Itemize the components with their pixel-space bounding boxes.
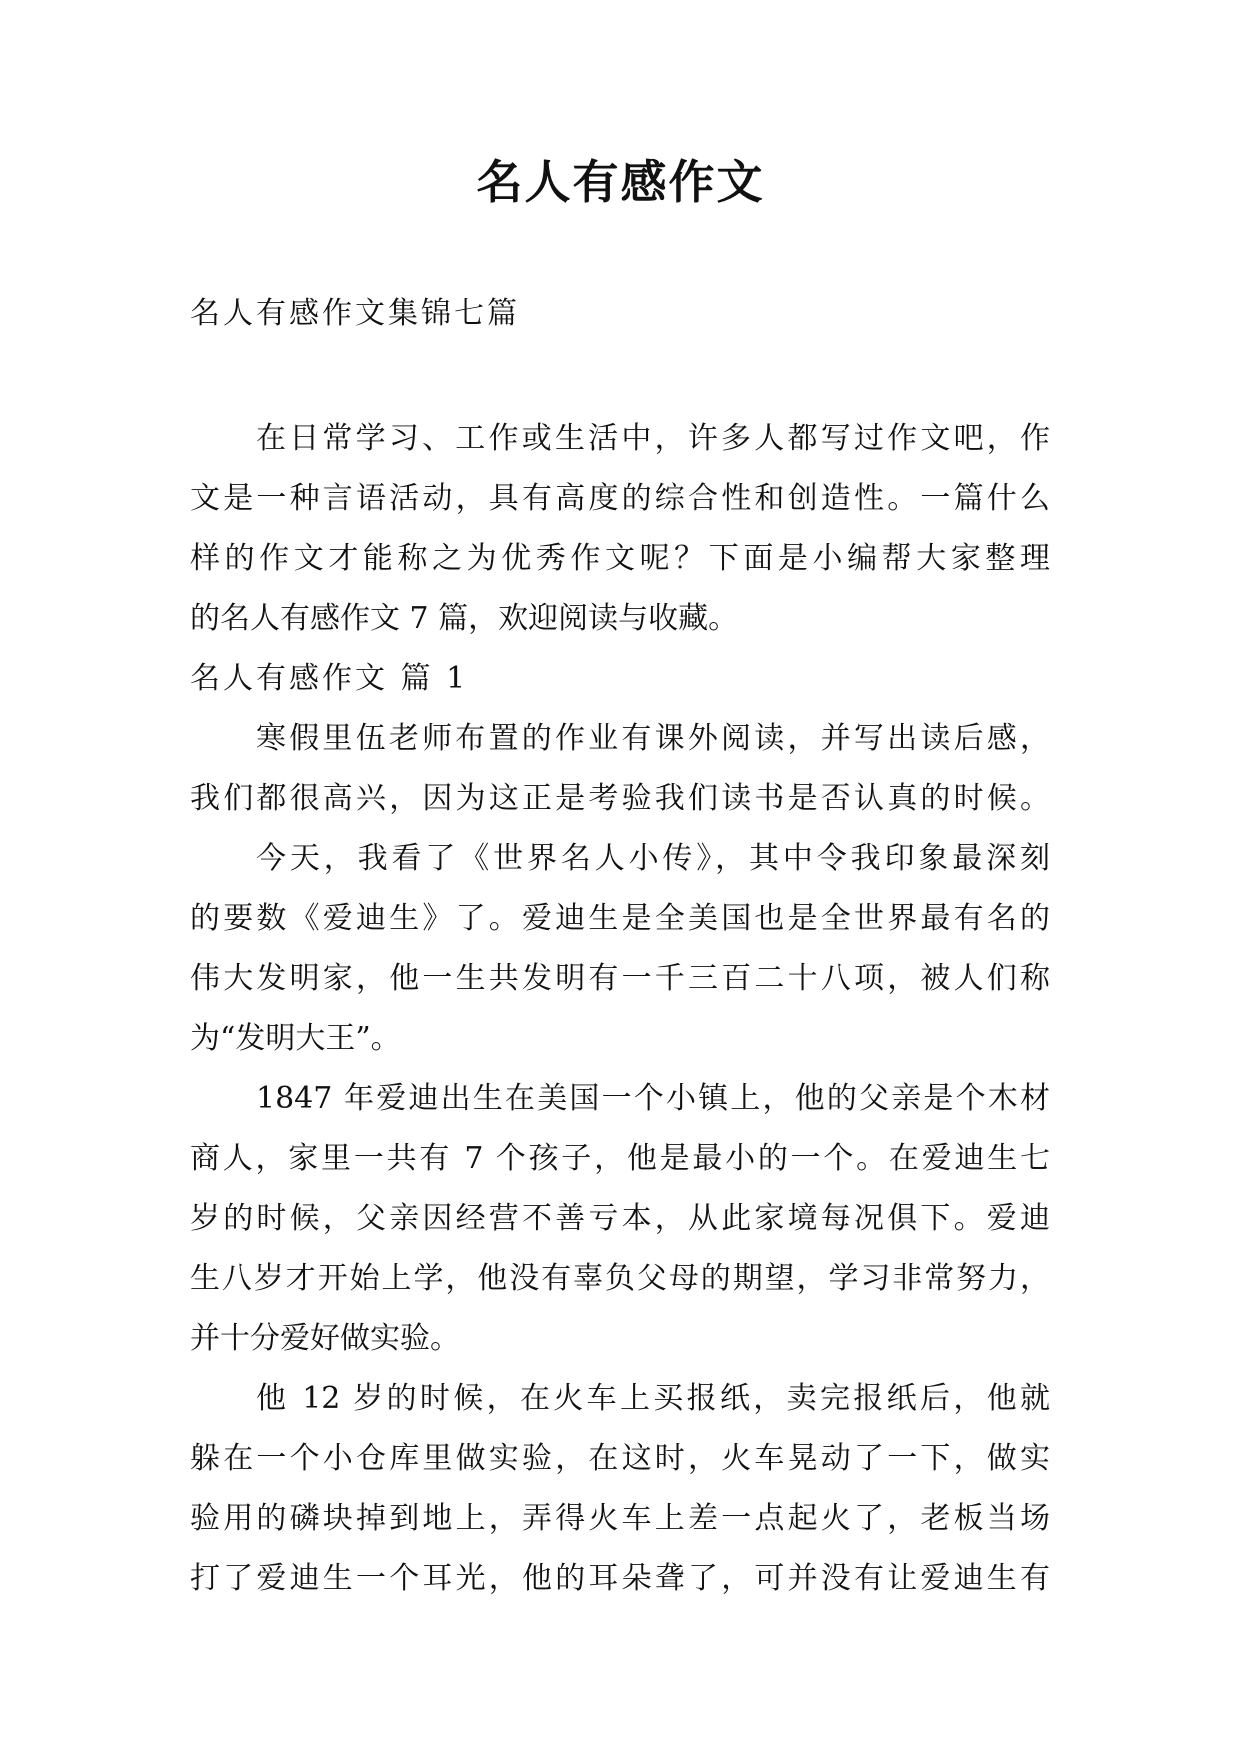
- text-line: 今天，我看了《世界名人小传》，其中令我印象最深刻: [256, 841, 1050, 876]
- text-line: 躲在一个小仓库里做实验，在这时，火车晃动了一下，做实: [190, 1441, 1050, 1476]
- text-line: 商人，家里一共有 7 个孩子，他是最小的一个。在爱迪生七: [190, 1141, 1050, 1176]
- text-line: 为“发明大王”。: [190, 1021, 401, 1056]
- text-line: 他 12 岁的时候，在火车上买报纸，卖完报纸后，他就: [256, 1381, 1050, 1416]
- text-line: 验用的磷块掉到地上，弄得火车上差一点起火了，老板当场: [190, 1501, 1050, 1536]
- section-heading: 名人有感作文 篇 1: [190, 661, 469, 696]
- page-title: 名人有感作文: [476, 155, 765, 209]
- text-line: 1847 年爱迪出生在美国一个小镇上，他的父亲是个木材: [256, 1081, 1050, 1116]
- text-line: 的名人有感作文 7 篇，欢迎阅读与收藏。: [190, 601, 739, 636]
- text-line: 生八岁才开始上学，他没有辜负父母的期望，学习非常努力，: [190, 1261, 1050, 1296]
- text-line: 伟大发明家，他一生共发明有一千三百二十八项，被人们称: [190, 961, 1050, 996]
- text-line: 样的作文才能称之为优秀作文呢？下面是小编帮大家整理: [190, 541, 1050, 576]
- document-subtitle: 名人有感作文集锦七篇: [190, 296, 520, 331]
- article-body: [190, 409, 1050, 1609]
- text-line: 在日常学习、工作或生活中，许多人都写过作文吧，作: [256, 421, 1050, 456]
- text-line: 文是一种言语活动，具有高度的综合性和创造性。一篇什么: [190, 481, 1050, 516]
- text-line: 岁的时候，父亲因经营不善亏本，从此家境每况俱下。爱迪: [190, 1201, 1050, 1236]
- text-line: 并十分爱好做实验。: [190, 1321, 460, 1356]
- text-line: 我们都很高兴，因为这正是考验我们读书是否认真的时候。: [190, 781, 1050, 816]
- text-line: 的要数《爱迪生》了。爱迪生是全美国也是全世界最有名的: [190, 901, 1050, 936]
- text-line: 寒假里伍老师布置的作业有课外阅读，并写出读后感，: [256, 721, 1050, 756]
- text-line: 打了爱迪生一个耳光，他的耳朵聋了，可并没有让爱迪生有: [190, 1561, 1050, 1596]
